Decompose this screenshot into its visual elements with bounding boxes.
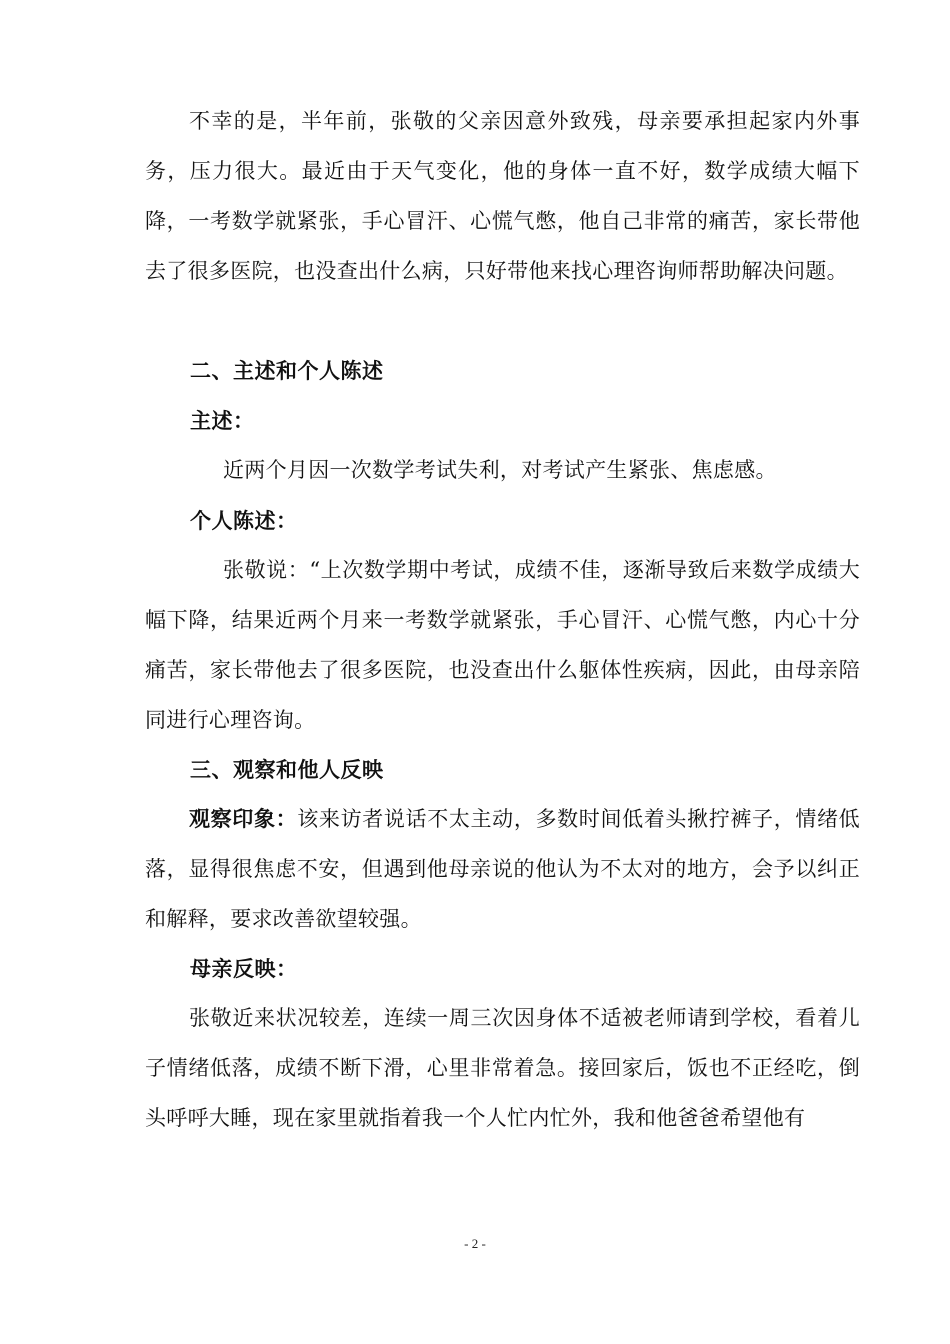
paragraph-observation	[145, 794, 860, 944]
paragraph-personal-statement: 张敬说：“上次数学期中考试，成绩不佳，逐渐导致后来数学成绩大幅下降，结果近两个月来一考数学就紧张，手心冒汗、心慌气憋，内心十分痛苦，家长带他去了很多医院，也没查出什么躯体性疾病，因此，由母亲陪同进行心理咨询。	[145, 558, 860, 732]
subheading-personal-statement: 个人陈述：	[190, 509, 298, 533]
subheading-chief-complaint: 主述：	[190, 409, 255, 433]
observation-text: 该来访者说话不太主动，多数时间低着头揪拧裤子，情绪低落，显得很焦虑不安，但遇到他母亲说的他认为不太对的地方，会予以纠正和解释，要求改善欲望较强。	[145, 807, 860, 931]
section-heading-complaint-and-statement: 二、主述和个人陈述	[190, 359, 384, 383]
page-number: - 2 -	[464, 1236, 486, 1251]
paragraph-mother-report: 张敬近来状况较差，连续一周三次因身体不适被老师请到学校，看着儿子情绪低落，成绩不断下滑，心里非常着急。接回家后，饭也不正经吃，倒头呼呼大睡，现在家里就指着我一个人忙内忙外，我和他爸爸希望他有	[145, 1006, 860, 1130]
section-heading-observation: 三、观察和他人反映	[190, 758, 384, 782]
subheading-mother-report: 母亲反映：	[190, 957, 298, 981]
observation-label: 观察印象：	[189, 807, 298, 831]
paragraph-chief-complaint: 近两个月因一次数学考试失利，对考试产生紧张、焦虑感。	[223, 458, 777, 482]
paragraph-background: 不幸的是，半年前，张敬的父亲因意外致残，母亲要承担起家内外事务，压力很大。最近由于天气变化，他的身体一直不好，数学成绩大幅下降，一考数学就紧张，手心冒汗、心慌气憋，他自己非常的痛苦，家长带他去了很多医院，也没查出什么病，只好带他来找心理咨询师帮助解决问题。	[145, 109, 860, 283]
